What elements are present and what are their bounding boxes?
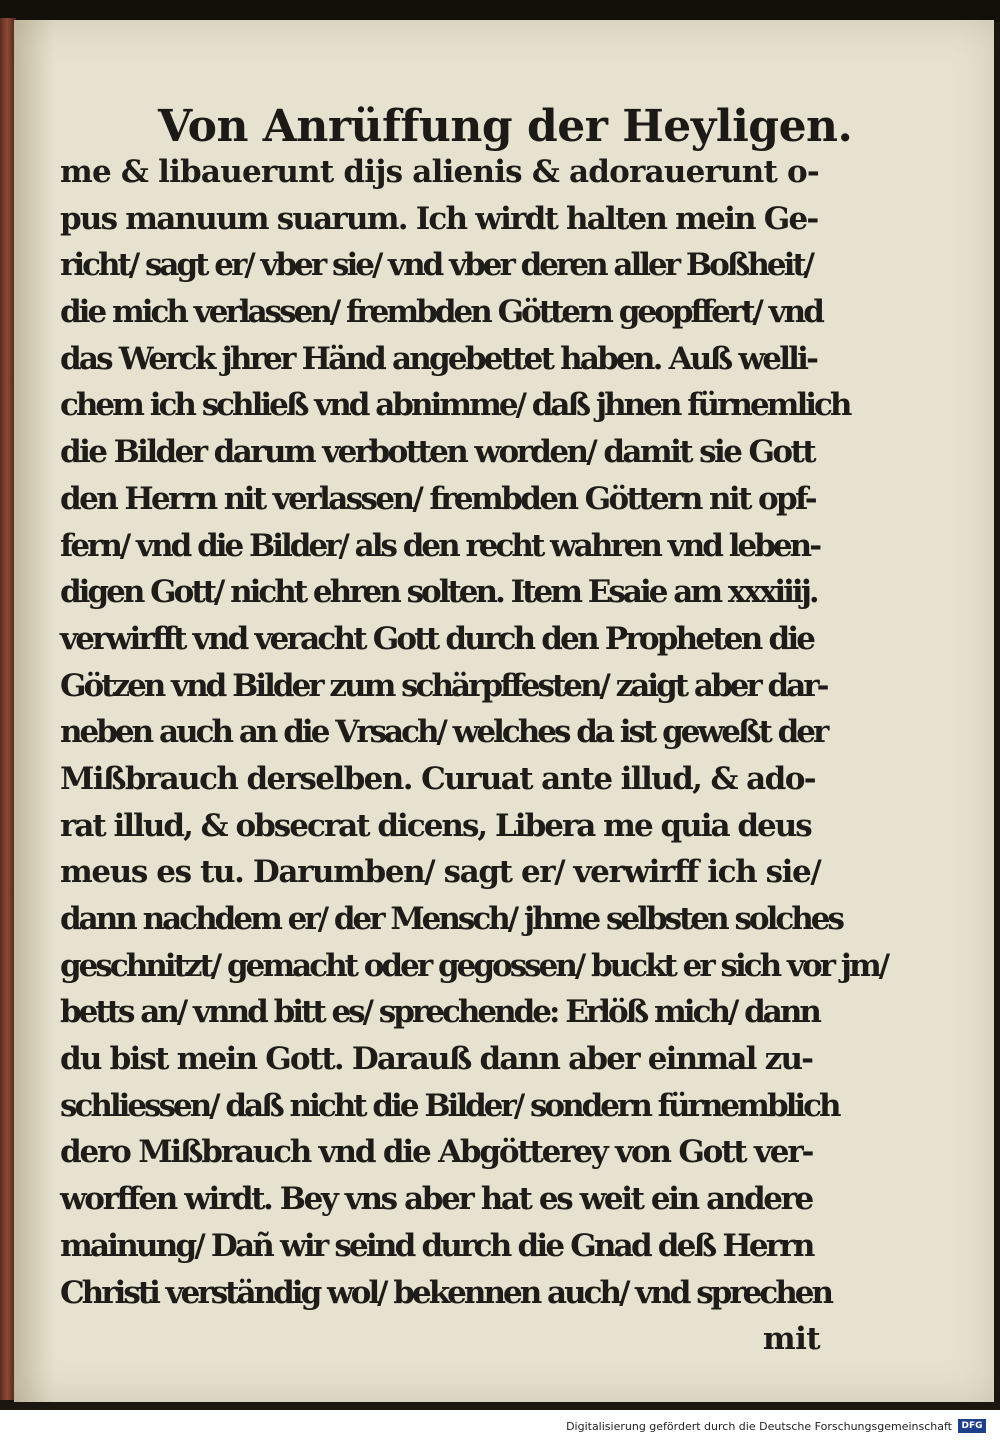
running-head: Von Anrüffung der Heyligen. bbox=[158, 101, 853, 152]
text-line: fern/ vnd die Bilder/ als den recht wahren vnd leben- bbox=[60, 527, 820, 564]
text-line: richt/ sagt er/ vber sie/ vnd vber deren aller Boßheit/ bbox=[60, 247, 812, 284]
text-line: meus es tu. Darumben/ sagt er/ verwirff ich sie/ bbox=[60, 854, 821, 891]
text-line: geschnitzt/ gemacht oder gegossen/ buckt er sich vor jm/ bbox=[60, 947, 888, 984]
dfg-logo: DFG bbox=[958, 1419, 986, 1433]
text-line: Mißbrauch derselben. Curuat ante illud, & ado- bbox=[60, 760, 816, 797]
text-line: betts an/ vnnd bitt es/ sprechende: Erlöß mich/ dann bbox=[60, 994, 819, 1031]
text-line: dann nachdem er/ der Mensch/ jhme selbsten solches bbox=[60, 901, 842, 937]
funding-credit: Digitalisierung gefördert durch die Deutsche Forschungsgemeinschaft bbox=[566, 1420, 952, 1433]
text-line: chem ich schließ vnd abnimme/ daß jhnen fürnemlich bbox=[60, 387, 850, 424]
text-line: me & libauerunt dijs alienis & adorauerunt o- bbox=[60, 154, 819, 190]
catchword: mit bbox=[762, 1321, 820, 1358]
text-line: die mich verlassen/ frembden Göttern geopffert/ vnd bbox=[60, 294, 822, 331]
text-line: verwirfft vnd veracht Gott durch den Propheten die bbox=[60, 620, 814, 657]
text-line: mainung/ Dañ wir seind durch die Gnad deß Herrn bbox=[60, 1227, 813, 1264]
text-line: dero Mißbrauch vnd die Abgötterey von Gott ver- bbox=[60, 1134, 813, 1171]
text-line: die Bilder darum verbotten worden/ damit sie Gott bbox=[60, 434, 814, 471]
gutter-shadow bbox=[14, 20, 54, 1402]
text-line: rat illud, & obsecrat dicens, Libera me quia deus bbox=[60, 807, 811, 844]
text-line: digen Gott/ nicht ehren solten. Item Esaie am xxxiiij. bbox=[60, 574, 817, 611]
text-line: das Werck jhrer Händ angebettet haben. Auß welli- bbox=[60, 340, 817, 377]
text-line: schliessen/ daß nicht die Bilder/ sondern fürnemblich bbox=[60, 1087, 839, 1124]
text-line: Christi verständig wol/ bekennen auch/ vnd sprechen bbox=[60, 1274, 832, 1311]
text-line: du bist mein Gott. Darauß dann aber einmal zu- bbox=[60, 1041, 813, 1078]
text-line: worffen wirdt. Bey vns aber hat es weit ein andere bbox=[60, 1181, 812, 1218]
text-line: pus manuum suarum. Ich wirdt halten mein Ge- bbox=[60, 200, 818, 237]
body-text bbox=[60, 149, 888, 1363]
text-line: den Herrn nit verlassen/ frembden Göttern nit opf- bbox=[60, 480, 816, 517]
text-line: neben auch an die Vrsach/ welches da ist geweßt der bbox=[60, 714, 827, 751]
text-line: Götzen vnd Bilder zum schärpffesten/ zaigt aber dar- bbox=[60, 667, 827, 704]
book-top-edge bbox=[0, 0, 1000, 22]
